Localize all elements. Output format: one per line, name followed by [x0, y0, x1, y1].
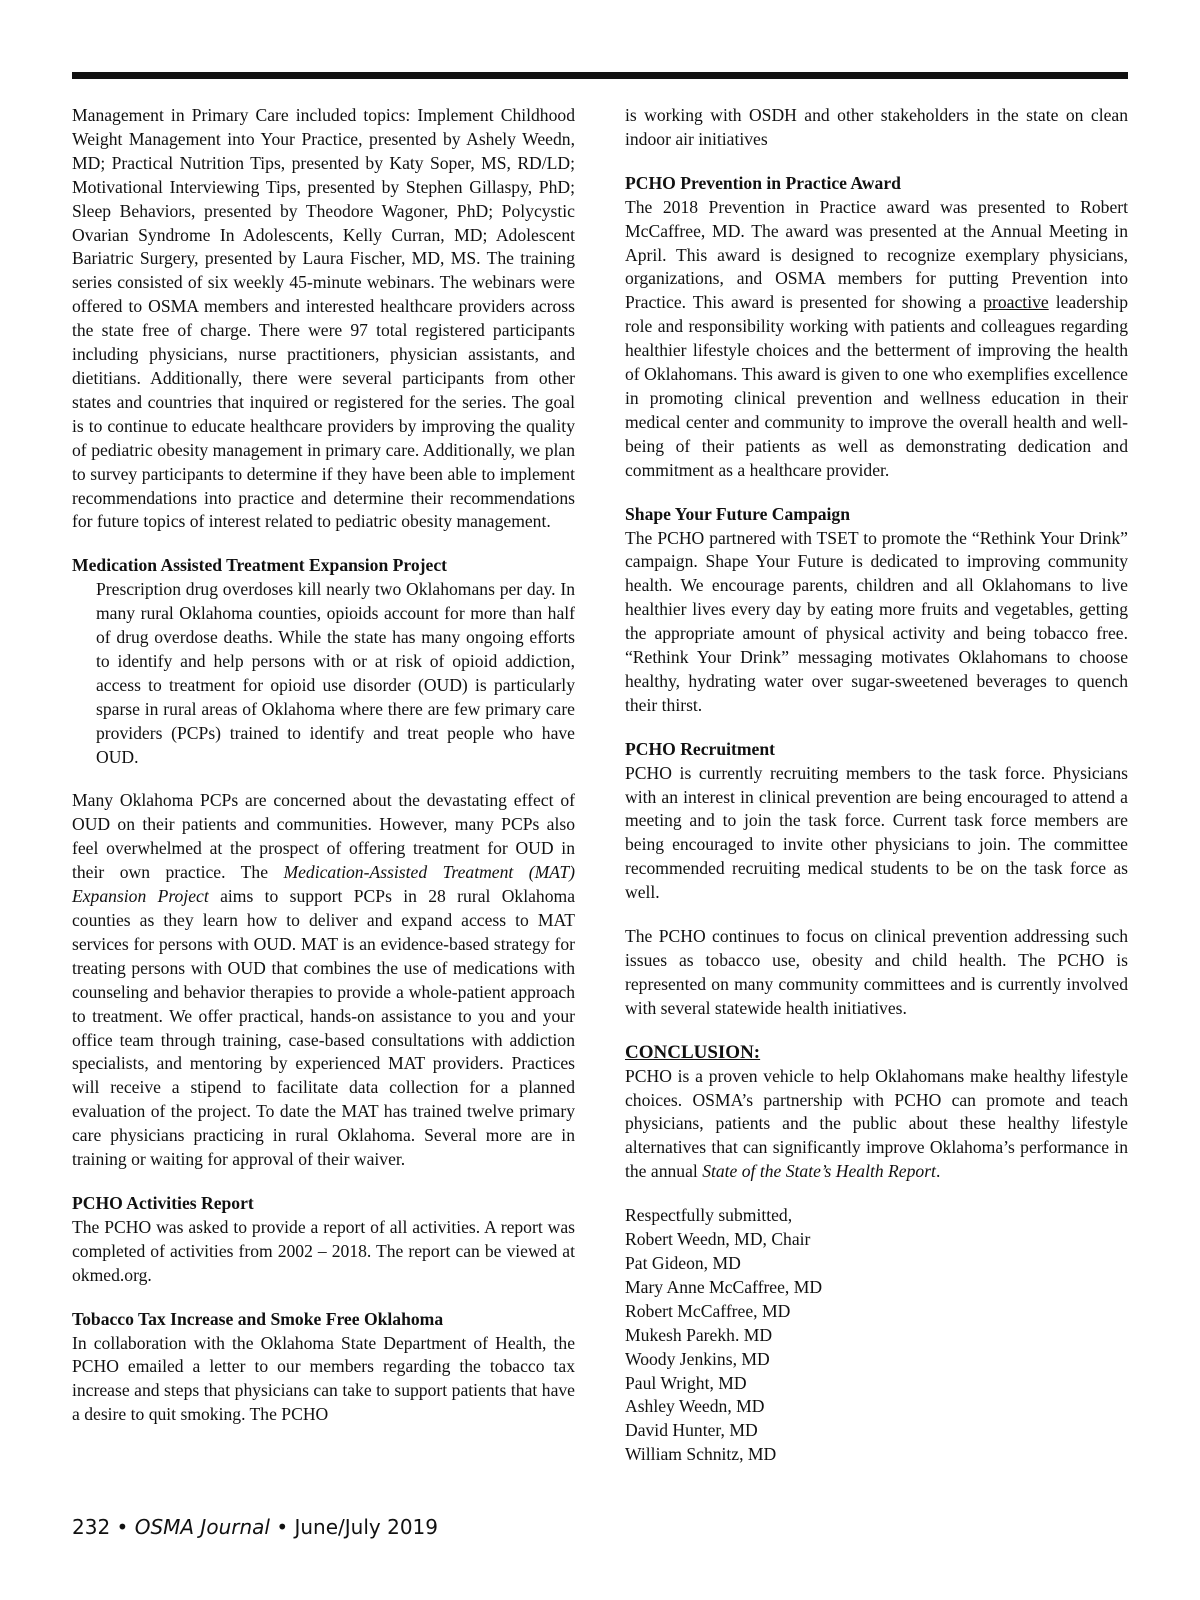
mat-heading: Medication Assisted Treatment Expansion Project: [72, 555, 447, 576]
footer-separator: •: [110, 1515, 135, 1539]
pcp-paragraph: [72, 789, 575, 1172]
recruit-paragraph: PCHO is currently recruiting members to the task force. Physicians with an interest in clinical prevention are being encouraged to attend a meeting and to join the task force. Current task force members are being encouraged to invite other physicians to join. The committee recommended recruiting medical students to be on the task force as well.: [625, 762, 1128, 903]
signatory: Woody Jenkins, MD: [625, 1348, 770, 1369]
page-footer: [72, 1515, 438, 1539]
signatory: Ashley Weedn, MD: [625, 1396, 765, 1417]
mat-paragraph: Prescription drug overdoses kill nearly two Oklahomans per day. In many rural Oklahoma counties, opioids account for more than half of drug overdose deaths. While the state has many ongoing efforts to identify and help persons with or at risk of opioid addiction, access to treatment for opioid use disorder (OUD) is particularly sparse in rural areas of Oklahoma where there are few primary care providers (PCPs) trained to identify and treat people who have OUD.: [96, 579, 575, 767]
issue-date: June/July 2019: [294, 1515, 438, 1539]
activities-paragraph: The PCHO was asked to provide a report of all activities. A report was completed of activities from 2002 – 2018. The report can be viewed at okmed.org.: [72, 1216, 575, 1285]
recruit-heading: PCHO Recruitment: [625, 738, 775, 759]
right-column: [625, 104, 1128, 1467]
signature-block: [625, 1204, 1128, 1467]
award-paragraph: [625, 196, 1128, 483]
proactive-word: proactive: [983, 292, 1049, 313]
conclusion-heading: CONCLUSION:: [625, 1041, 761, 1063]
award-text-post: leadership role and responsibility working with patients and colleagues regarding healthier lifestyle choices and the betterment of improving the health of Oklahomans. This award is given to one who exemplifies excellence in promoting clinical prevention and wellness education in their medical center and community to improve the overall health and well-being of their patients as well as demonstrating dedication and commitment as a healthcare provider.: [625, 292, 1129, 480]
activities-heading: PCHO Activities Report: [72, 1192, 254, 1213]
page-number: 232: [72, 1515, 111, 1539]
conclusion-text-pre: PCHO is a proven vehicle to help Oklahomans make healthy lifestyle choices. OSMA’s partnership with PCHO can promote and teach physicians, patients and the public about these healthy lifestyle alternatives that can significantly improve Oklahoma’s performance in the annual: [625, 1065, 1128, 1182]
signatory: Robert Weedn, MD, Chair: [625, 1229, 811, 1250]
tobacco-paragraph: In collaboration with the Oklahoma State Department of Health, the PCHO emailed a letter to our members regarding the tobacco tax increase and steps that physicians can take to support patients that have a desire to quit smoking. The PCHO: [72, 1332, 575, 1425]
left-column: [72, 104, 575, 1447]
journal-name: OSMA Journal: [134, 1515, 270, 1539]
footer-separator: •: [269, 1515, 295, 1539]
signatory: Mary Anne McCaffree, MD: [625, 1276, 823, 1297]
focus-paragraph: The PCHO continues to focus on clinical prevention addressing such issues as tobacco use, obesity and child health. The PCHO is represented on many community committees and is currently involved with several statewide health initiatives.: [625, 926, 1128, 1018]
top-rule: [72, 72, 1128, 79]
award-text-pre: The 2018 Prevention in Practice award was presented to Robert McCaffree, MD. The award was presented at the Annual Meeting in April. This award is designed to recognize exemplary physicians, organizations, and OSMA members for putting Prevention into Practice. This award is presented for showing a: [625, 196, 1128, 313]
tobacco-heading: Tobacco Tax Increase and Smoke Free Oklahoma: [72, 1308, 444, 1329]
tobacco-continued: is working with OSDH and other stakeholders in the state on clean indoor air initiatives: [625, 105, 1128, 149]
pcp-text-post: aims to support PCPs in 28 rural Oklahoma counties as they learn how to deliver and expand access to MAT services for persons with OUD. MAT is an evidence-based strategy for treating persons with OUD that combines the use of medications with counseling and behavior therapies to provide a whole-patient approach to treatment. We offer practical, hands-on assistance to you and your office team through training, case-based consultations with addiction specialists, and mentoring by experienced MAT providers. Practices will receive a stipend to facilitate data collection for a planned evaluation of the project. To date the MAT has trained twelve primary care physicians practicing in rural Oklahoma. Several more are in training or waiting for approval of their waiver.: [72, 886, 576, 1170]
mat-project-title: Medication-Assisted Treatment (MAT) Expansion Project: [72, 862, 575, 907]
signoff: Respectfully submitted,: [625, 1205, 793, 1226]
conclusion-paragraph: [625, 1065, 1128, 1185]
award-heading: PCHO Prevention in Practice Award: [625, 172, 901, 193]
signatory: William Schnitz, MD: [625, 1444, 777, 1465]
report-title: State of the State’s Health Report: [702, 1161, 936, 1182]
signatory: David Hunter, MD: [625, 1420, 758, 1441]
signatory: Pat Gideon, MD: [625, 1252, 741, 1273]
pcp-text-pre: Many Oklahoma PCPs are concerned about the devastating effect of OUD on their patients and communities. However, many PCPs also feel overwhelmed at the prospect of offering treatment for OUD in their own practice. The: [72, 790, 575, 883]
signatory: Paul Wright, MD: [625, 1372, 747, 1393]
shape-heading: Shape Your Future Campaign: [625, 503, 851, 524]
shape-paragraph: The PCHO partnered with TSET to promote the “Rethink Your Drink” campaign. Shape Your Future is dedicated to improving community health. We encourage parents, children and all Oklahomans to live healthier lives every day by eating more fruits and vegetables, getting the appropriate amount of physical activity and being tobacco free. “Rethink Your Drink” messaging motivates Oklahomans to choose healthy, hydrating water over sugar-sweetened beverages to quench their thirst.: [625, 527, 1128, 715]
conclusion-text-post: .: [935, 1161, 941, 1182]
intro-paragraph: Management in Primary Care included topics: Implement Childhood Weight Management into Your Practice, presented by Ashely Weedn, MD; Practical Nutrition Tips, presented by Katy Soper, MS, RD/LD; Motivational Interviewing Tips, presented by Stephen Gillaspy, PhD; Sleep Behaviors, presented by Theodore Wagoner, PhD; Polycystic Ovarian Syndrome In Adolescents, Kelly Curran, MD; Adolescent Bariatric Surgery, presented by Laura Fischer, MD, MS. The training series consisted of six weekly 45-minute webinars. The webinars were offered to OSMA members and interested healthcare providers across the state free of charge. There were 97 total registered participants including physicians, nurse practitioners, physician assistants, and dietitians. Additionally, there were several participants from other states and countries that inquired or registered for the series. The goal is to continue to educate healthcare providers by improving the quality of pediatric obesity management in primary care. Additionally, we plan to survey participants to determine if they have been able to implement recommendations into practice and determine their recommendations for future topics of interest related to pediatric obesity management.: [72, 105, 575, 532]
signatory: Mukesh Parekh. MD: [625, 1324, 773, 1345]
signatory: Robert McCaffree, MD: [625, 1300, 791, 1321]
